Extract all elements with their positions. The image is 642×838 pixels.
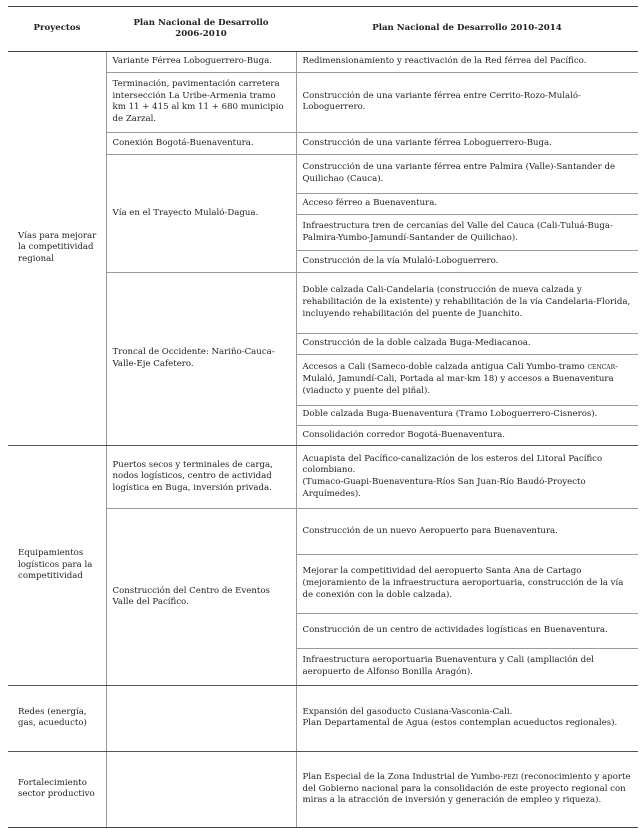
plan-2010-cell: Plan Especial de la Zona Industrial de Yumbo-pezi (reconocimiento y aporte del Gobierno nacional para la consolidación de este proyecto regional con miras a la atracción de inversión y generación de empleo y riqueza).	[296, 751, 638, 827]
table-row	[8, 52, 638, 73]
header-projects: Proyectos	[8, 7, 106, 52]
plan-2006-cell: Puertos secos y terminales de carga, nodos logísticos, centro de actividad logística en Buga, inversión privada.	[106, 445, 296, 509]
group-label-redes: Redes (energía, gas, acueducto)	[8, 686, 106, 752]
plan-2010-cell: Doble calzada Cali-Candelaria (construcción de nueva calzada y rehabilitación de la existente) y rehabilitación de la vía Candelaria-Florida, incluyendo rehabilitación del puente de Juanchito.	[296, 272, 638, 333]
table-row	[8, 686, 638, 752]
plan-2010-cell: Acuapista del Pacífico-canalización de los esteros del Litoral Pacífico colombiano. (Tumaco-Guapi-Buenaventura-Ríos San Juan-Río Baudó-Proyecto Arquímedes).	[296, 445, 638, 509]
projects-table	[8, 6, 638, 828]
group-label-equipamientos: Equipamientos logísticos para la competitividad	[8, 445, 106, 685]
plan-2006-cell: Construcción del Centro de Eventos Valle del Pacífico.	[106, 509, 296, 686]
plan-2006-cell: Vía en el Trayecto Mulaló-Dagua.	[106, 154, 296, 272]
header-row	[8, 7, 638, 52]
plan-2010-cell: Mejorar la competitividad del aeropuerto Santa Ana de Cartago (mejoramiento de la infraestructura aeroportuaria, construcción de la vía de conexión con la doble calzada).	[296, 554, 638, 614]
plan-2010-cell: Construcción de una variante férrea entre Palmira (Valle)-Santander de Quilichao (Cauca).	[296, 154, 638, 193]
plan-2010-cell: Consolidación corredor Bogotá-Buenaventura.	[296, 426, 638, 446]
group-label-vias: Vías para mejorar la competitividad regional	[8, 52, 106, 446]
header-plan-2010-2014: Plan Nacional de Desarrollo 2010-2014	[296, 7, 638, 52]
plan-2010-cell: Expansión del gasoducto Cusiana-Vasconia-Cali. Plan Departamental de Agua (estos contemplan acueductos regionales).	[296, 686, 638, 752]
plan-2010-cell: Doble calzada Buga-Buenaventura (Tramo Loboguerrero-Cisneros).	[296, 405, 638, 426]
plan-2010-cell: Infraestructura aeroportuaria Buenaventura y Cali (ampliación del aeropuerto de Alfonso Bonilla Aragón).	[296, 649, 638, 686]
plan-2006-cell: Terminación, pavimentación carretera intersección La Uribe-Armenia tramo km 11 + 415 al km 11 + 680 municipio de Zarzal.	[106, 72, 296, 133]
table-row	[8, 751, 638, 827]
plan-2010-cell: Redimensionamiento y reactivación de la Red férrea del Pacífico.	[296, 52, 638, 73]
plan-2006-cell: Variante Férrea Loboguerrero-Buga.	[106, 52, 296, 73]
plan-2010-cell: Infraestructura tren de cercanías del Valle del Cauca (Cali-Tuluá-Buga-Palmira-Yumbo-Jamundí-Santander de Quilichao).	[296, 215, 638, 251]
plan-2006-cell: Conexión Bogotá-Buenaventura.	[106, 133, 296, 155]
plan-2010-cell: Construcción de una variante férrea Loboguerrero-Buga.	[296, 133, 638, 155]
plan-2010-cell: Acceso férreo a Buenaventura.	[296, 193, 638, 215]
table-row	[8, 445, 638, 509]
plan-2010-cell: Construcción de un centro de actividades logísticas en Buenaventura.	[296, 614, 638, 649]
plan-2006-cell	[106, 686, 296, 752]
plan-2010-cell: Construcción de un nuevo Aeropuerto para Buenaventura.	[296, 509, 638, 554]
plan-2006-cell: Troncal de Occidente: Nariño-Cauca-Valle-Eje Cafetero.	[106, 272, 296, 445]
plan-2010-cell: Construcción de una variante férrea entre Cerrito-Rozo-Mulaló-Loboguerrero.	[296, 72, 638, 133]
header-plan-2006-2010: Plan Nacional de Desarrollo 2006-2010	[106, 7, 296, 52]
group-label-fortalecimiento: Fortalecimiento sector productivo	[8, 751, 106, 827]
plan-2006-cell	[106, 751, 296, 827]
plan-2010-cell: Accesos a Cali (Sameco-doble calzada antigua Cali Yumbo-tramo cencar-Mulaló, Jamundí-Cali, Portada al mar-km 18) y accesos a Buenaventura (viaducto y puente del piñal).	[296, 355, 638, 405]
plan-2010-cell: Construcción de la vía Mulaló-Loboguerrero.	[296, 251, 638, 273]
plan-2010-cell: Construcción de la doble calzada Buga-Mediacanoa.	[296, 333, 638, 355]
